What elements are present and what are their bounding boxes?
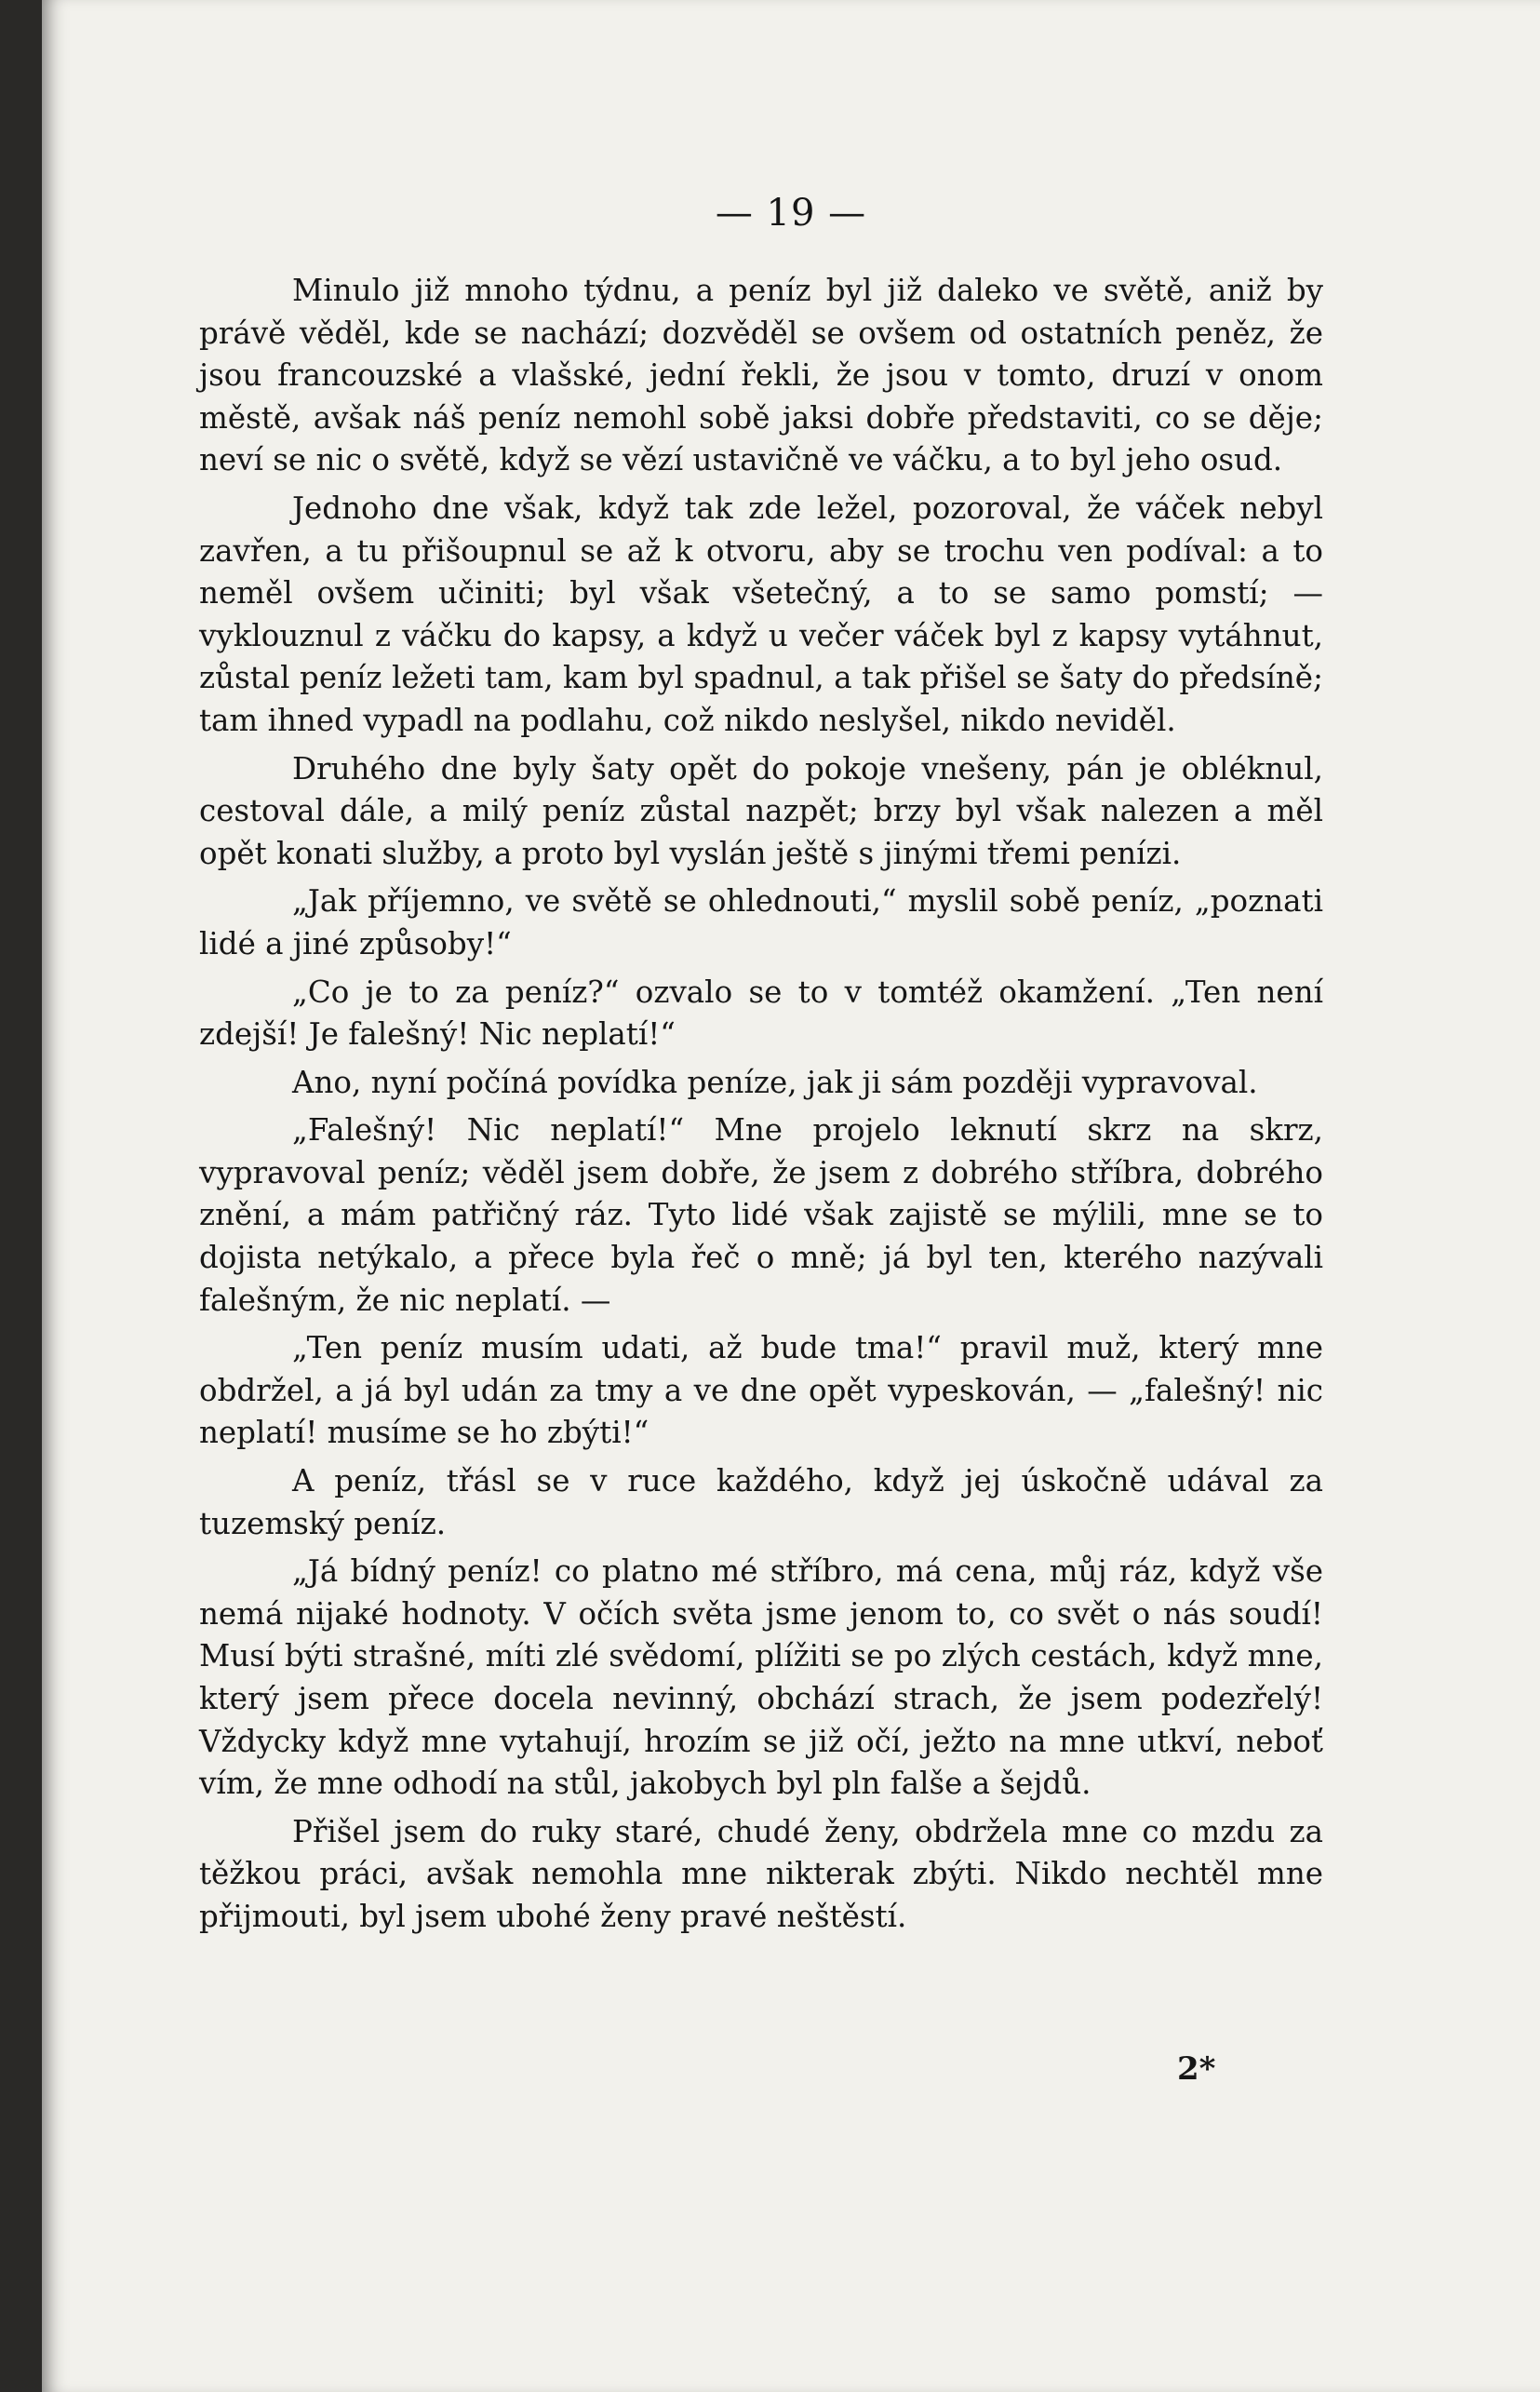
paragraph: Druhého dne byly šaty opět do pokoje vnešeny, pán je obléknul, cestoval dále, a milý peníz zůstal nazpět; brzy byl však nalezen a měl opět konati služby, a proto byl vyslán ještě s jinými třemi penízi.: [199, 750, 1323, 871]
paragraph: „Já bídný peníz! co platno mé stříbro, má cena, můj ráz, když vše nemá nijaké hodnoty. V očích světa jsme jenom to, co svět o nás soudí! Musí býti strašné, míti zlé svědomí, plížiti se po zlých cestách, když mne, který jsem přece docela nevinný, obchází strach, že jsem podezřelý! Vždycky když mne vytahují, hrozím se již očí, ježto na mne utkví, neboť vím, že mne odhodí na stůl, jakobych byl pln falše a šejdů.: [199, 1553, 1323, 1802]
book-page: [42, 0, 1540, 2392]
body-text: [199, 270, 1323, 1944]
signature-mark: 2*: [1177, 2050, 1216, 2088]
paragraph: Ano, nyní počíná povídka peníze, jak ji sám později vypravoval.: [292, 1064, 1258, 1100]
paragraph: Jednoho dne však, když tak zde ležel, pozoroval, že váček nebyl zavřen, a tu přišoupnul se až k otvoru, aby se trochu ven podíval: a to neměl ovšem učiniti; byl však všetečný, a to se samo pomstí; — vyklouznul z váčku do kapsy, a když u večer váček byl z kapsy vytáhnut, zůstal peníz ležeti tam, kam byl spadnul, a tak přišel se šaty do předsíně; tam ihned vypadl na podlahu, což nikdo neslyšel, nikdo neviděl.: [199, 490, 1323, 738]
paragraph: A peníz, třásl se v ruce každého, když jej úskočně udával za tuzemský peníz.: [199, 1463, 1323, 1541]
paragraph: „Ten peníz musím udati, až bude tma!“ pravil muž, který mne obdržel, a já byl udán za tmy a ve dne opět vypeskován, — „falešný! nic neplatí! musíme se ho zbýti!“: [199, 1330, 1323, 1451]
page-number: — 19 —: [715, 192, 867, 235]
paragraph: „Falešný! Nic neplatí!“ Mne projelo leknutí skrz na skrz, vypravoval peníz; věděl jsem dobře, že jsem z dobrého stříbra, dobrého znění, a mám patřičný ráz. Tyto lidé však zajistě se mýlili, mne se to dojista netýkalo, a přece byla řeč o mně; já byl ten, kterého nazývali falešným, že nic neplatí. —: [199, 1112, 1323, 1318]
paragraph: „Jak příjemno, ve světě se ohlednouti,“ myslil sobě peníz, „poznati lidé a jiné způsoby!“: [199, 883, 1323, 961]
paragraph: Minulo již mnoho týdnu, a peníz byl již daleko ve světě, aniž by právě věděl, kde se nachází; dozvěděl se ovšem od ostatních peněz, že jsou francouzské a vlašské, jední řekli, že jsou v tomto, druzí v onom městě, avšak náš peníz nemohl sobě jaksi dobře představiti, co se děje; neví se nic o světě, když se vězí ustavičně ve váčku, a to byl jeho osud.: [199, 273, 1323, 478]
paragraph: „Co je to za peníz?“ ozvalo se to v tomtéž okamžení. „Ten není zdejší! Je falešný! Nic neplatí!“: [199, 974, 1323, 1053]
paragraph: Přišel jsem do ruky staré, chudé ženy, obdržela mne co mzdu za těžkou práci, avšak nemohla mne nikterak zbýti. Nikdo nechtěl mne přijmouti, byl jsem ubohé ženy pravé neštěstí.: [199, 1813, 1323, 1934]
